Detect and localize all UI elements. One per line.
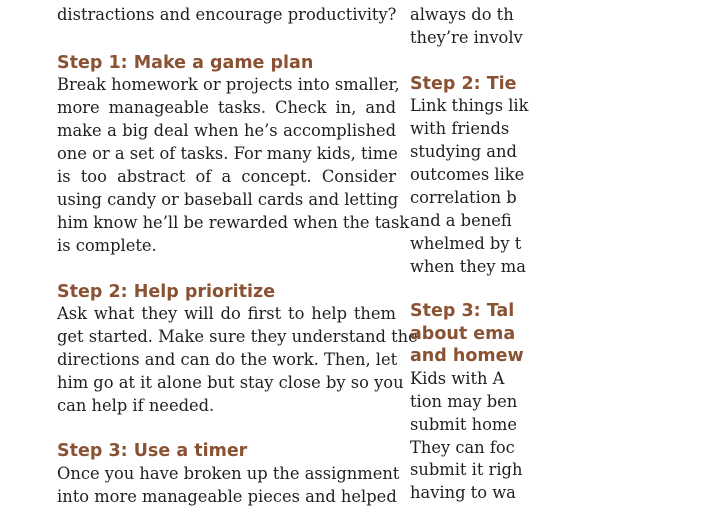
right-step3-line: Kids with A <box>410 368 505 388</box>
step2-line: him go at it alone but stay close by so you <box>57 372 404 392</box>
right-step3-heading-line: Step 3: Tal <box>410 301 515 322</box>
step2-line: can help if needed. <box>57 395 215 415</box>
intro-tail-line: distractions and encourage productivity? <box>57 5 397 24</box>
step3-line: into more manageable pieces and helped <box>57 486 397 506</box>
step1-line: more manageable tasks. Check in, and <box>57 98 396 118</box>
step2-heading: Step 2: Help prioritize <box>57 281 276 302</box>
right-step3-line: submit home <box>410 414 517 434</box>
right-step3-paragraph <box>410 368 710 505</box>
right-step3-heading <box>410 300 710 368</box>
right-step2-heading: Step 2: Tie <box>410 73 517 94</box>
step1-paragraph <box>57 74 410 257</box>
step2-paragraph <box>57 303 418 417</box>
right-step2-line: whelmed by t <box>410 233 522 253</box>
step1-line: make a big deal when he’s accomplished <box>57 121 396 141</box>
right-step2-line: correlation b <box>410 187 517 207</box>
right-step2-line: when they ma <box>410 256 526 276</box>
step1-line: one or a set of tasks. For many kids, time <box>57 144 398 164</box>
step3-paragraph <box>57 463 400 509</box>
right-step2-line: outcomes like <box>410 164 525 184</box>
step1-line: using candy or baseball cards and letting <box>57 189 399 209</box>
right-top-line: they’re involv <box>410 27 523 47</box>
step2-line: directions and can do the work. Then, let <box>57 349 398 369</box>
right-top-line: always do th <box>410 5 514 24</box>
right-step2-line: studying and <box>410 142 517 162</box>
left-column <box>57 4 418 509</box>
step1-line: him know he’ll be rewarded when the task <box>57 212 410 232</box>
right-step3-line: submit it righ <box>410 460 523 480</box>
step1-line: is too abstract of a concept. Consider <box>57 166 396 186</box>
right-step3-line: They can foc <box>410 437 515 457</box>
right-step2-line: Link things lik <box>410 96 529 116</box>
right-step3-line: tion may ben <box>410 391 518 411</box>
step1-line: is complete. <box>57 235 157 255</box>
step1-heading: Step 1: Make a game plan <box>57 52 314 73</box>
right-step2-paragraph <box>410 95 710 278</box>
step3-heading: Step 3: Use a timer <box>57 441 248 462</box>
right-step3-heading-line: and homew <box>410 346 524 367</box>
right-step3-heading-line: about ema <box>410 323 516 344</box>
step1-line: Break homework or projects into smaller, <box>57 75 400 95</box>
step2-line: get started. Make sure they understand the <box>57 326 418 346</box>
right-column <box>410 4 710 505</box>
step2-line: Ask what they will do first to help them <box>57 304 396 324</box>
right-step3-line: having to wa <box>410 483 516 503</box>
right-step2-line: and a benefi <box>410 210 512 230</box>
right-step2-line: with friends <box>410 119 510 139</box>
step3-line: Once you have broken up the assignment <box>57 463 400 483</box>
